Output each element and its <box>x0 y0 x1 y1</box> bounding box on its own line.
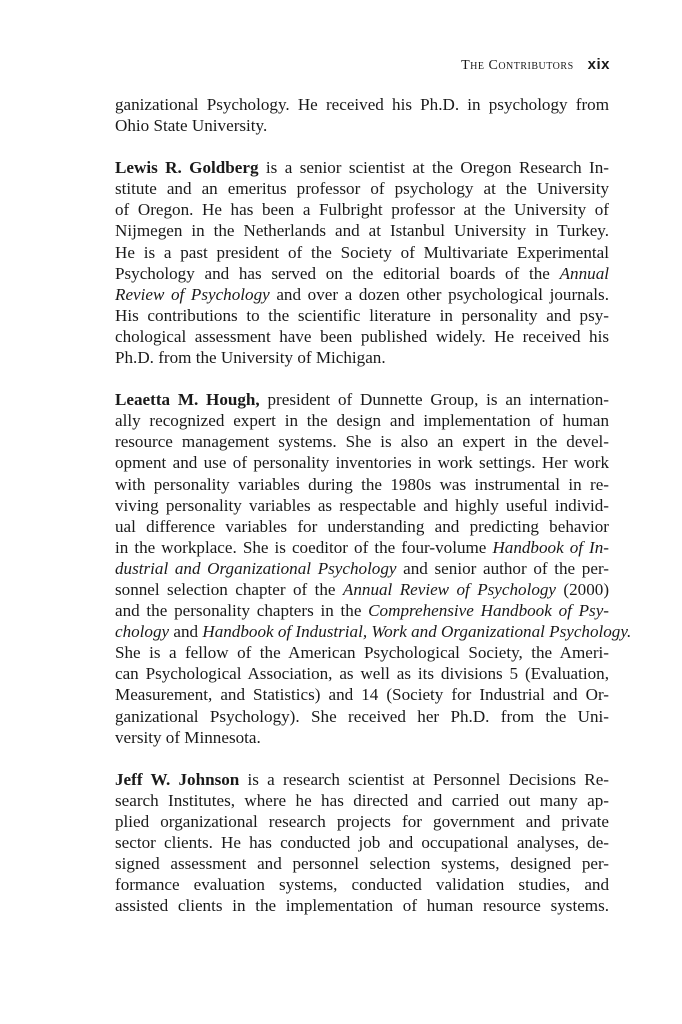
text-line: resource management systems. She is also an expert in the devel- <box>115 432 609 452</box>
text-line: formance evaluation systems, conducted validation studies, and <box>115 875 609 895</box>
text-line: Lewis R. Goldberg is a senior scientist at the Oregon Research In- <box>115 158 609 178</box>
paragraph-johnson <box>115 769 609 917</box>
text-line: opment and use of personality inventories in work settings. Her work <box>115 453 609 473</box>
text-line: viving personality variables as respectable and highly useful individ- <box>115 495 609 515</box>
text-line: versity of Minnesota. <box>115 727 261 747</box>
contributors-text <box>115 94 632 916</box>
text-line: can Psychological Association, as well as its divisions 5 (Evaluation, <box>115 664 609 684</box>
text-line: Jeff W. Johnson is a research scientist at Personnel Decisions Re- <box>115 769 609 789</box>
page-number: xix <box>587 56 610 73</box>
text-line: She is a fellow of the American Psychological Society, the Ameri- <box>115 643 609 663</box>
text-line: dustrial and Organizational Psychology and senior author of the per- <box>115 558 609 578</box>
text-line: ual difference variables for understanding and predicting behavior <box>115 516 609 536</box>
contributor-name: Leaetta M. Hough, <box>115 390 260 410</box>
text-line: search Institutes, where he has directed and carried out many ap- <box>115 790 609 810</box>
text-line: Ph.D. from the University of Michigan. <box>115 348 386 368</box>
running-head <box>461 56 610 74</box>
text-line: ally recognized expert in the design and implementation of human <box>115 411 609 431</box>
text-line: and the personality chapters in the Comprehensive Handbook of Psy- <box>115 601 609 621</box>
text-line: Nijmegen in the Netherlands and at Istanbul University in Turkey. <box>115 221 609 241</box>
text-line: with personality variables during the 1980s was instrumental in re- <box>115 474 609 494</box>
text-line: chological assessment have been published widely. He received his <box>115 326 609 346</box>
text-line: chology and Handbook of Industrial, Work and Organizational Psychology. <box>115 622 632 642</box>
running-title: The Contributors <box>461 58 574 73</box>
text-line: plied organizational research projects for government and private <box>115 811 609 831</box>
text-line: of Oregon. He has been a Fulbright professor at the University of <box>115 200 609 220</box>
text-line: Psychology and has served on the editorial boards of the Annual <box>115 263 609 283</box>
text-line: Ohio State University. <box>115 116 268 136</box>
text-line: sonnel selection chapter of the Annual Review of Psychology (2000) <box>115 579 610 599</box>
paragraph-hough <box>115 389 632 748</box>
paragraph-goldberg <box>115 157 609 368</box>
text-line: Leaetta M. Hough, president of Dunnette Group, is an internation- <box>115 390 610 410</box>
text-line: Review of Psychology and over a dozen other psychological journals. <box>115 284 609 304</box>
text-line: sector clients. He has conducted job and occupational analyses, de- <box>115 833 609 852</box>
text-line: ganizational Psychology). She received her Ph.D. from the Uni- <box>115 706 609 726</box>
text-line: Measurement, and Statistics) and 14 (Society for Industrial and Or- <box>115 685 609 705</box>
text-line: signed assessment and personnel selection systems, designed per- <box>115 854 609 874</box>
text-line: He is a past president of the Society of Multivariate Experimental <box>115 242 609 262</box>
text-line: in the workplace. She is coeditor of the four-volume Handbook of In- <box>115 537 609 557</box>
text-line: assisted clients in the implementation of human resource systems. <box>115 896 609 916</box>
text-line: stitute and an emeritus professor of psychology at the University <box>115 179 609 199</box>
contributor-name: Jeff W. Johnson <box>115 769 240 789</box>
contributor-name: Lewis R. Goldberg <box>115 158 259 178</box>
paragraph-continuation <box>115 94 609 136</box>
text-line: His contributions to the scientific literature in personality and psy- <box>115 305 609 325</box>
text-line: ganizational Psychology. He received his Ph.D. in psychology from <box>115 95 609 114</box>
